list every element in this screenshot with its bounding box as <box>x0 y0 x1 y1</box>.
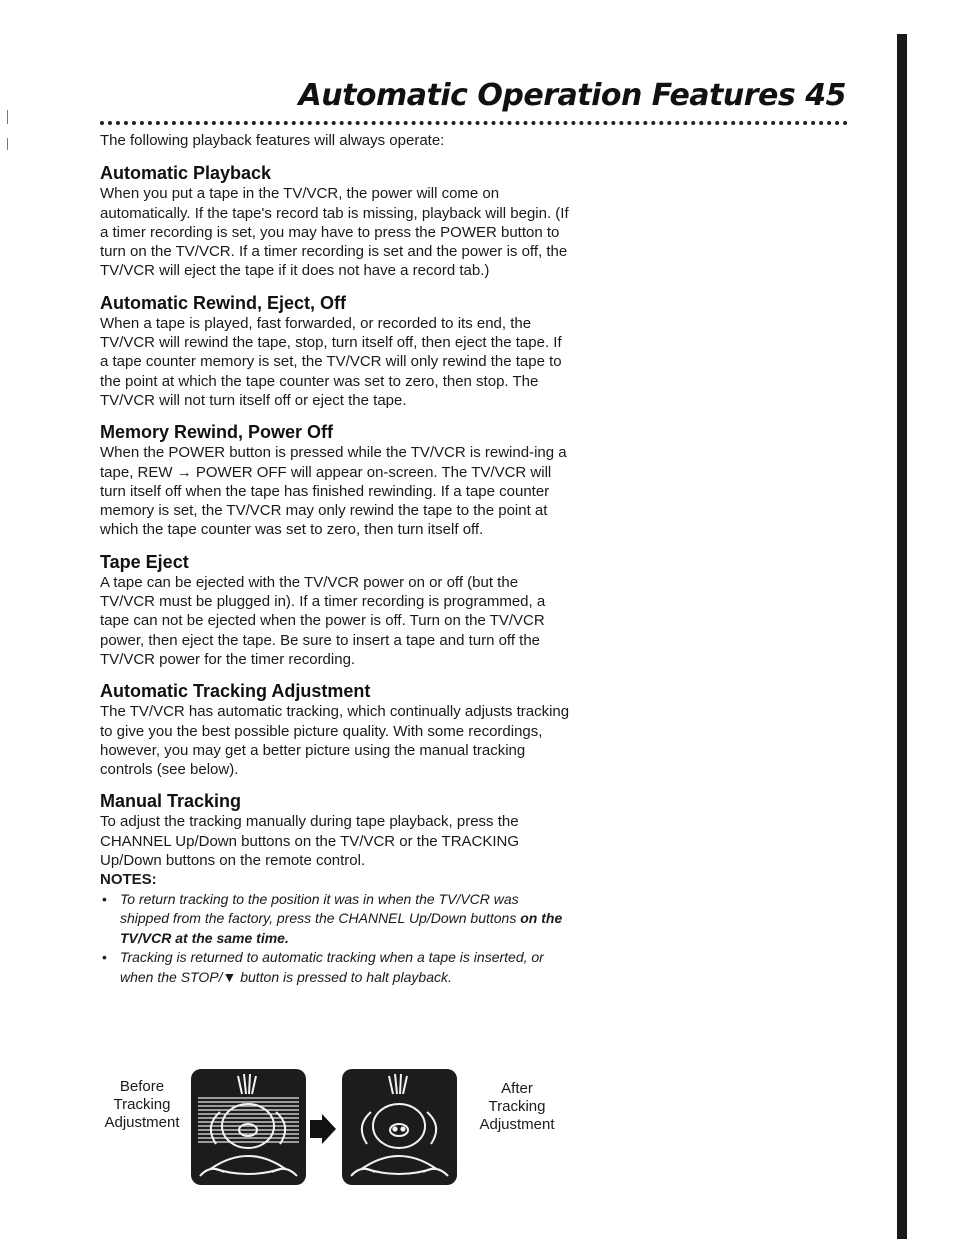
main-content <box>100 131 570 987</box>
right-arrow-icon <box>310 1114 336 1144</box>
note-item: • Tracking is returned to automatic tracking when a tape is inserted, or when the STOP/▼ button is pressed to halt playback. <box>120 948 570 987</box>
note-item: • To return tracking to the position it was in when the TV/VCR was shipped from the factory, press the CHANNEL Up/Down buttons on the TV/VCR at the same time. <box>120 890 570 949</box>
section-heading: Automatic Playback <box>100 163 272 184</box>
scan-mark <box>7 138 8 150</box>
dotted-divider <box>100 121 848 125</box>
notes-label: NOTES: <box>100 871 157 889</box>
page-edge-bar <box>897 34 907 1239</box>
notes-list <box>100 890 570 988</box>
tv-screen-clear-icon <box>341 1068 458 1186</box>
page-title-text: Automatic Operation Features <box>298 78 796 113</box>
page-number: 45 <box>805 78 846 113</box>
section-body: When a tape is played, fast forwarded, or recorded to its end, the TV/VCR will rewind the tape, stop, turn itself off, then eject the tape. If a tape counter memory is set, the TV/VCR will only rewind the tape to the point at which the tape counter was set to zero, then stop. The TV/VCR will not turn itself off or eject the tape. <box>100 314 562 409</box>
after-caption: After Tracking Adjustment <box>479 1080 555 1133</box>
section-body: A tape can be ejected with the TV/VCR power on or off (but the TV/VCR must be plugged in). If a timer recording is programmed, a tape can not be ejected when the power is off. Turn on the TV/VCR power, then eject the tape. Be sure to insert a tape and turn off the TV/VCR power for the timer recording. <box>100 573 546 668</box>
section-heading: Automatic Tracking Adjustment <box>100 681 371 702</box>
section-body: When the POWER button is pressed while the TV/VCR is rewind-ing a tape, REW → POWER OFF will appear on-screen. The TV/VCR will turn itself off when the tape has finished rewinding. If a tape counter memory is set, the TV/VCR may only rewind the tape to the point at which the tape counter was set to zero, then turn itself off. <box>100 444 567 539</box>
section-body: The TV/VCR has automatic tracking, which continually adjusts tracking to give you the best possible picture quality. With some recordings, however, you may get a better picture using the manual tracking controls (see below). <box>100 703 570 779</box>
tv-screen-noisy-icon <box>190 1068 307 1186</box>
section-body: When you put a tape in the TV/VCR, the power will come on automatically. If the tape's record tab is missing, playback will begin. (If a timer recording is set, you may have to press the POWER button to turn on the TV/VCR. If a timer recording is set and the power is off, the TV/VCR will eject the tape if it does not have a record tab.) <box>100 185 569 280</box>
before-caption: Before Tracking Adjustment <box>104 1078 180 1131</box>
section-heading: Memory Rewind, Power Off <box>100 422 334 443</box>
page-title <box>299 78 846 113</box>
section-heading: Manual Tracking <box>100 791 242 812</box>
section-body: To adjust the tracking manually during tape playback, press the CHANNEL Up/Down buttons on the TV/VCR or the TRACKING Up/Down buttons on the remote control. <box>100 813 520 870</box>
section-heading: Automatic Rewind, Eject, Off <box>100 292 347 313</box>
tracking-figure <box>100 1068 570 1188</box>
intro-text: The following playback features will always operate: <box>100 132 445 149</box>
section-heading: Tape Eject <box>100 551 189 572</box>
scan-mark <box>7 110 8 124</box>
